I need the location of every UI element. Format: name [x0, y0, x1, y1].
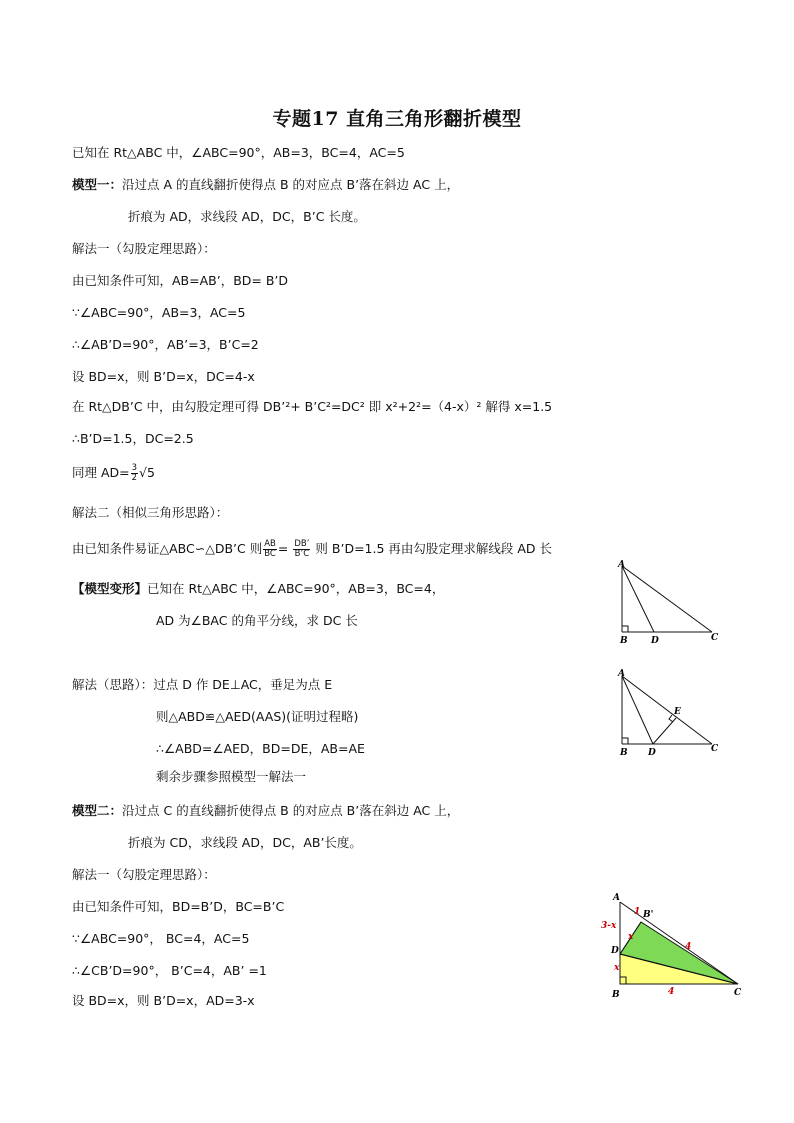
- label-c: C: [711, 633, 719, 643]
- fraction-denominator: 2: [131, 473, 138, 483]
- fraction-denominator: B’C: [294, 549, 310, 559]
- right-angle-mark: [622, 626, 628, 632]
- page-title: 专题17 直角三角形翻折模型: [272, 108, 522, 130]
- model1-step6: ∴B’D=1.5，DC=2.5: [72, 431, 194, 446]
- model1-step1: 由已知条件可知，AB=AB’，BD= B’D: [72, 273, 289, 288]
- label-d: D: [611, 946, 619, 956]
- method2-suffix: 则 B’D=1.5 再由勾股定理求解线段 AD 长: [315, 541, 553, 556]
- label-d: D: [648, 748, 656, 758]
- variant-label: 【模型变形】: [72, 581, 148, 596]
- model1-method2-line: [72, 540, 552, 559]
- ad-prefix: 同理 AD=: [72, 465, 130, 480]
- model1-step3: ∴∠AB’D=90°，AB’=3，B’C=2: [72, 337, 259, 352]
- equals-sign: =: [277, 541, 289, 556]
- label-a: A: [618, 560, 625, 570]
- model1-step4: 设 BD=x，则 B’D=x，DC=4-x: [72, 369, 255, 384]
- label-4-bc: 4: [668, 987, 675, 997]
- model2-line1: 沿过点 C 的直线翻折使得点 B 的对应点 B’落在斜边 AC 上，: [122, 803, 460, 818]
- model2-step4: 设 BD=x，则 B’D=x，AD=3-x: [72, 993, 255, 1008]
- variant-step3: 剩余步骤参照模型一解法一: [156, 769, 307, 784]
- model1-statement: [72, 177, 459, 193]
- model2-step3: ∴∠CB’D=90°， B’C=4，AB’ =1: [72, 963, 267, 978]
- label-e: E: [674, 707, 681, 717]
- fraction-ab-bc: [263, 540, 277, 559]
- figure-variant-triangle: [612, 668, 722, 760]
- model1-step2: ∵∠ABC=90°，AB=3，AC=5: [72, 305, 246, 320]
- figure-model2-triangle: [588, 888, 748, 1000]
- variant-line2: AD 为∠BAC 的角平分线，求 DC 长: [156, 613, 358, 628]
- model1-label: 模型一：: [72, 177, 123, 192]
- fraction-numerator: DB’: [294, 539, 310, 549]
- variant-line1: 已知在 Rt△ABC 中，∠ABC=90°，AB=3，BC=4，: [147, 581, 445, 596]
- label-d: D: [651, 636, 659, 646]
- segment-ac: [622, 676, 712, 744]
- model2-label: 模型二：: [72, 803, 123, 818]
- figure-model1-triangle: [612, 558, 722, 650]
- fraction-numerator: AB: [264, 539, 276, 549]
- variant-statement: [72, 581, 444, 597]
- label-b-prime: B': [643, 910, 654, 920]
- label-b: B: [620, 748, 628, 758]
- model1-line2: 折痕为 AD，求线段 AD，DC，B’C 长度。: [128, 209, 366, 224]
- variant-step1: 则△ABD≌△AED(AAS)(证明过程略): [156, 709, 359, 724]
- model1-step7: [72, 464, 155, 483]
- right-angle-mark-e: [669, 715, 673, 722]
- method2-prefix: 由已知条件易证△ABC∽△DB’C 则: [72, 541, 263, 556]
- label-c: C: [711, 744, 719, 754]
- label-x-bd: x: [614, 963, 620, 973]
- label-1: 1: [634, 907, 641, 917]
- right-angle-mark-b: [622, 738, 628, 744]
- model1-method2-title: 解法二（相似三角形思路）：: [72, 505, 229, 520]
- model1-line1: 沿过点 A 的直线翻折使得点 B 的对应点 B’落在斜边 AC 上，: [122, 177, 460, 192]
- segment-ac: [622, 566, 712, 632]
- variant-solution-title: 解法（思路）：过点 D 作 DE⊥AC，垂足为点 E: [72, 677, 333, 692]
- model2-step2: ∵∠ABC=90°， BC=4，AC=5: [72, 931, 250, 946]
- segment-ad: [622, 676, 653, 744]
- model2-statement: [72, 803, 459, 819]
- segment-ad: [622, 566, 654, 632]
- model1-step5: 在 Rt△DB’C 中，由勾股定理可得 DB’²+ B’C²=DC² 即 x²+2²=（4-x）² 解得 x=1.5: [72, 399, 553, 414]
- model2-method1-title: 解法一（勾股定理思路）：: [72, 867, 216, 882]
- label-b: B: [620, 636, 628, 646]
- label-b: B: [612, 990, 620, 1000]
- variant-step2: ∴∠ABD=∠AED，BD=DE，AB=AE: [156, 741, 365, 756]
- label-3-minus-x: 3-x: [601, 921, 617, 931]
- label-a: A: [613, 893, 620, 903]
- sqrt5: √5: [139, 465, 155, 480]
- fraction-db-bc: [293, 540, 310, 559]
- given-statement: 已知在 Rt△ABC 中，∠ABC=90°，AB=3，BC=4，AC=5: [72, 145, 405, 160]
- fraction-numerator: 3: [131, 463, 138, 473]
- model2-line2: 折痕为 CD，求线段 AD，DC，AB’长度。: [128, 835, 362, 850]
- label-c: C: [734, 988, 742, 998]
- model2-step1: 由已知条件可知，BD=B’D，BC=B’C: [72, 899, 285, 914]
- label-x-db': x: [628, 932, 634, 942]
- label-4-b'c: 4: [685, 942, 692, 952]
- fraction-3-2: [131, 464, 138, 483]
- fraction-denominator: BC: [264, 549, 276, 559]
- model1-method1-title: 解法一（勾股定理思路）：: [72, 241, 216, 256]
- label-a: A: [618, 669, 625, 679]
